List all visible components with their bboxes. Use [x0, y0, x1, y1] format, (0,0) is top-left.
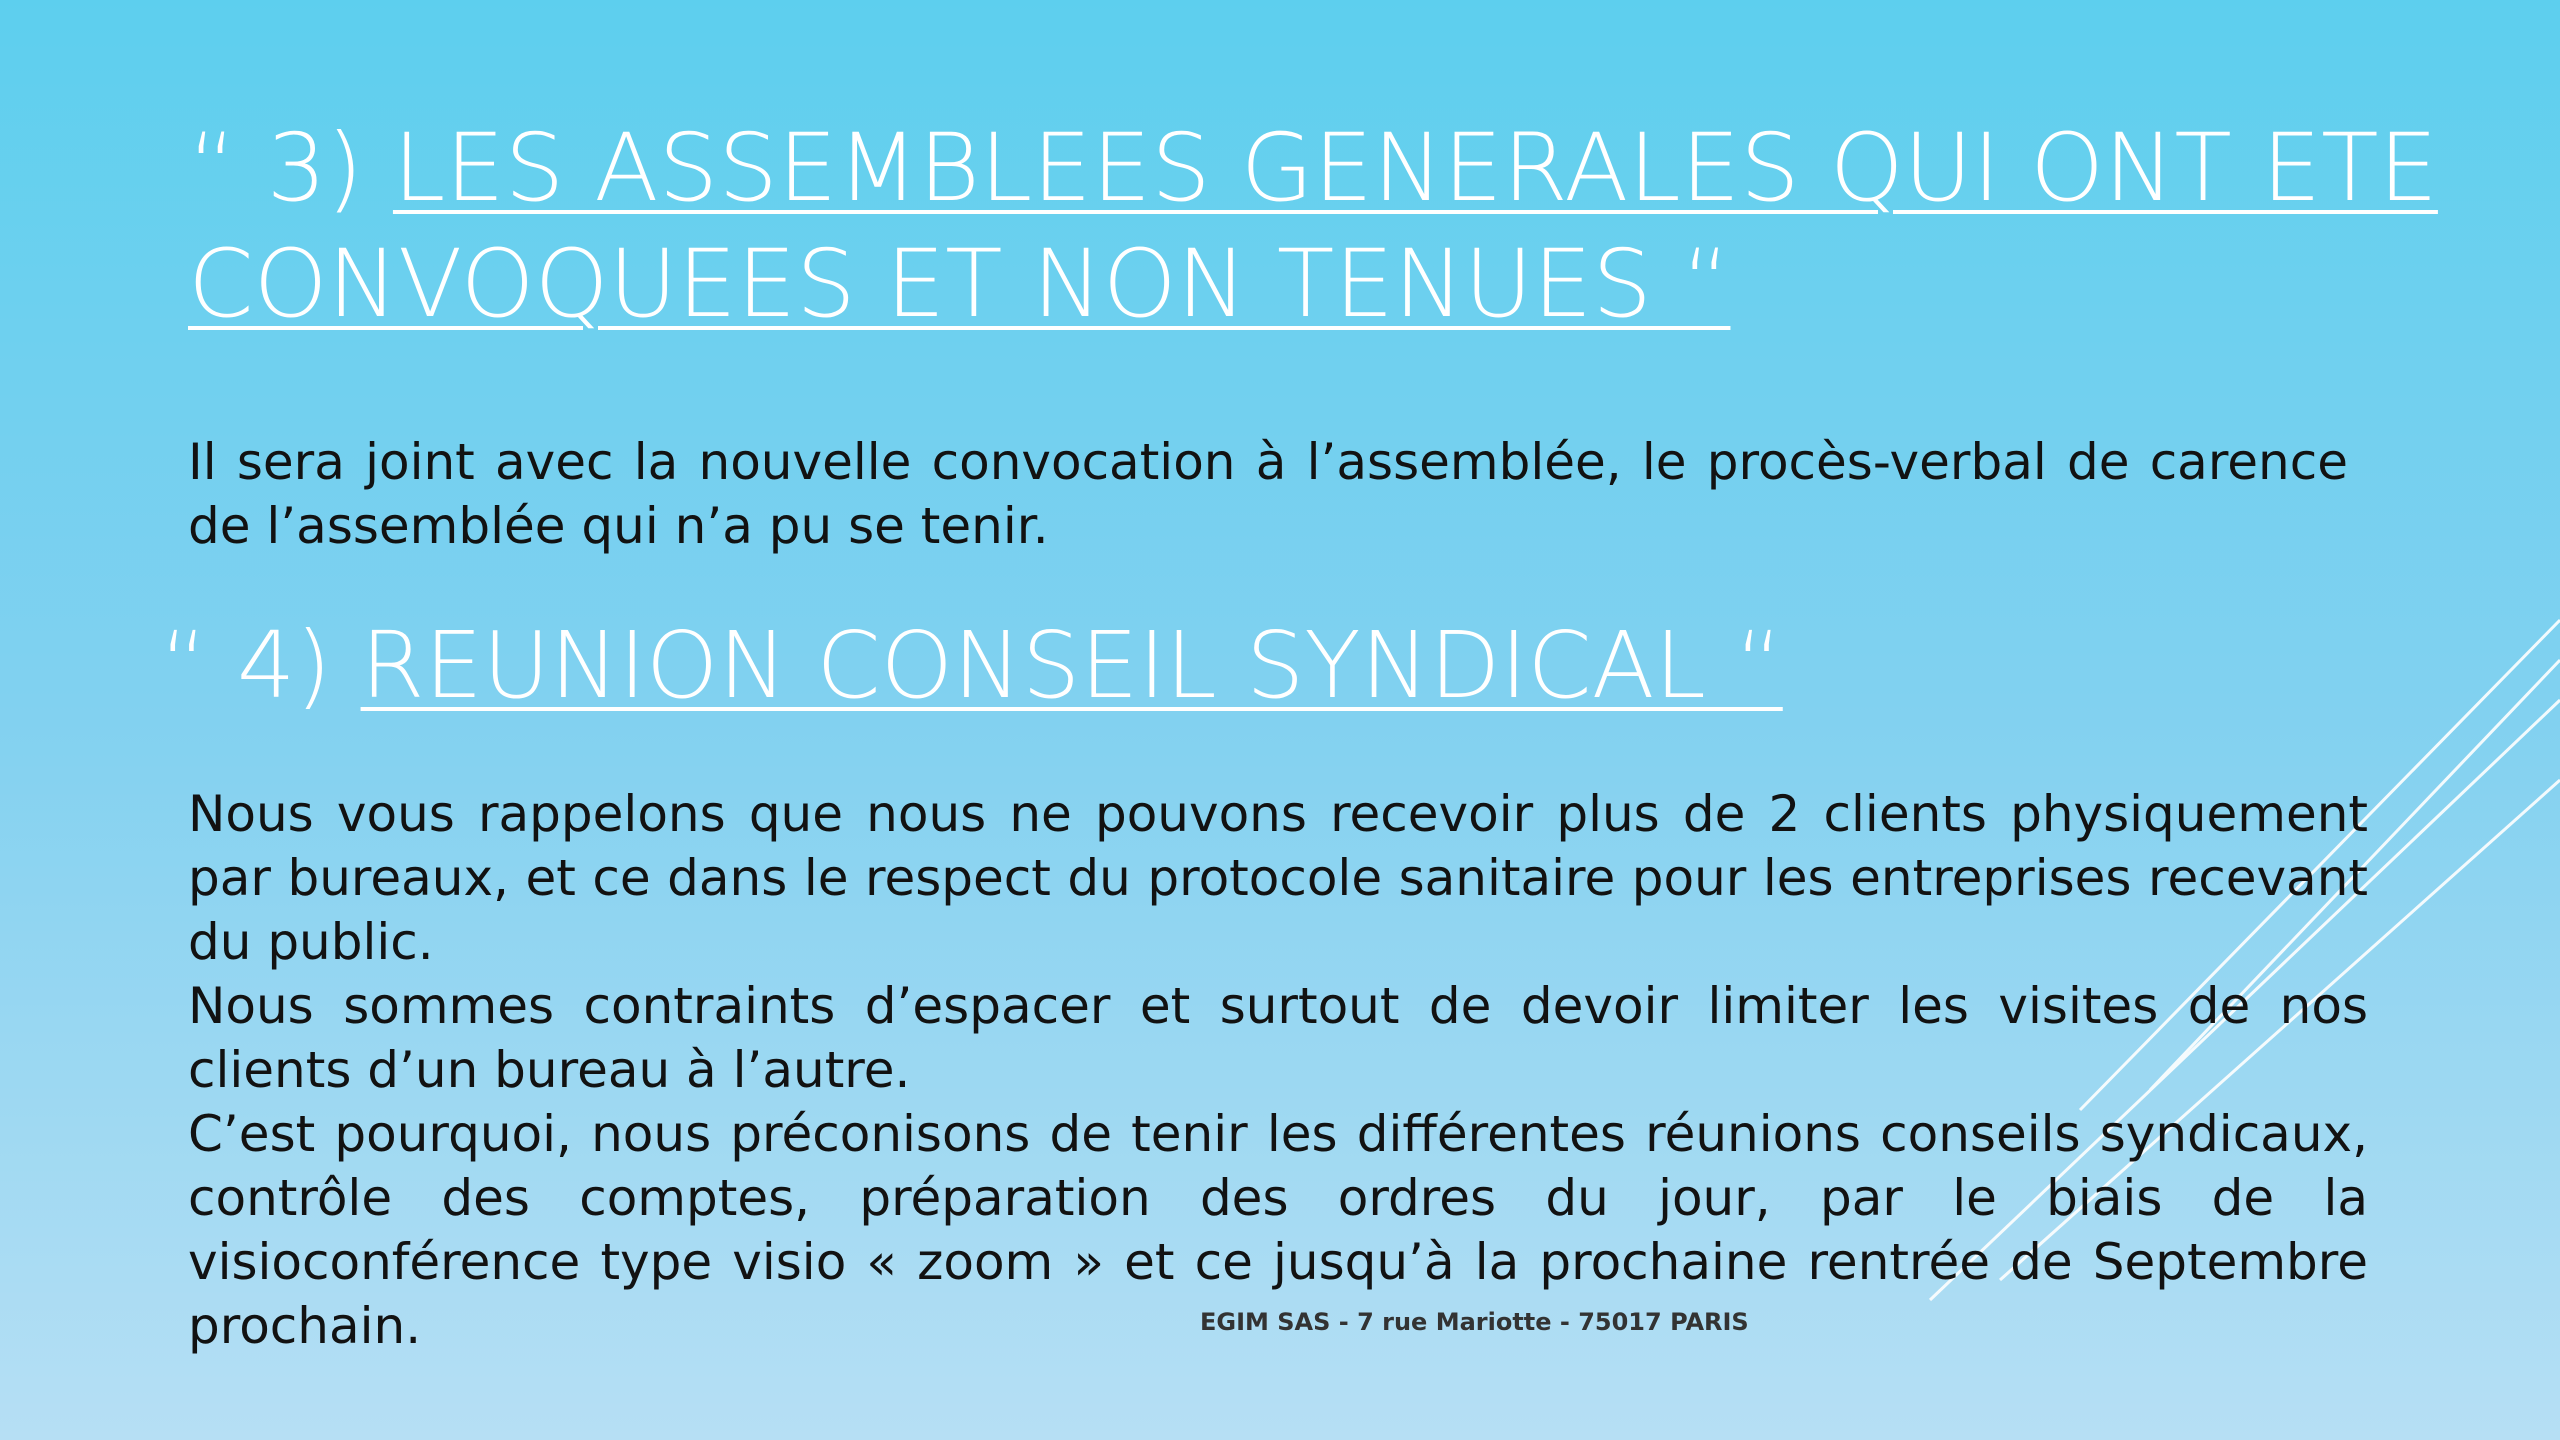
heading-1-line-2: [188, 230, 2328, 354]
heading-2-prefix: “ 4): [160, 612, 361, 719]
heading-reunion-conseil-syndical: [160, 612, 1783, 719]
heading-1-line-1: [188, 114, 2438, 238]
heading-2-title: REUNION CONSEIL SYNDICAL “: [360, 612, 1783, 719]
paragraph-2-sentence-1: Nous vous rappelons que nous ne pouvons recevoir plus de 2 clients physiquement par bureaux, et ce dans le respect du protocole sanitaire pour les entreprises recevant du public.: [188, 785, 2368, 971]
heading-1-prefix: “ 3): [188, 114, 393, 223]
heading-1-title-line-1: LES ASSEMBLEES GENERALES QUI ONT ETE: [392, 114, 2438, 223]
footer-address: EGIM SAS - 7 rue Mariotte - 75017 PARIS: [1200, 1308, 1749, 1336]
paragraph-conseil-syndical: [188, 782, 2368, 1358]
paragraph-2-sentence-2: Nous sommes contraints d’espacer et surtout de devoir limiter les visites de nos clients d’un bureau à l’autre.: [188, 977, 2368, 1099]
heading-assemblees-generales: [188, 114, 2438, 354]
heading-1-title-line-2: CONVOQUEES ET NON TENUES “: [188, 230, 1731, 339]
paragraph-2-sentence-3: C’est pourquoi, nous préconisons de tenir les différentes réunions conseils syndicaux, contrôle des comptes, préparation des ordres du jour, par le biais de la visioconférence type visio « zoom » et ce jusqu’à la prochaine rentrée de Septembre prochain.: [188, 1105, 2368, 1355]
paragraph-proces-verbal: Il sera joint avec la nouvelle convocation à l’assemblée, le procès-verbal de carence de l’assemblée qui n’a pu se tenir.: [188, 433, 2348, 555]
